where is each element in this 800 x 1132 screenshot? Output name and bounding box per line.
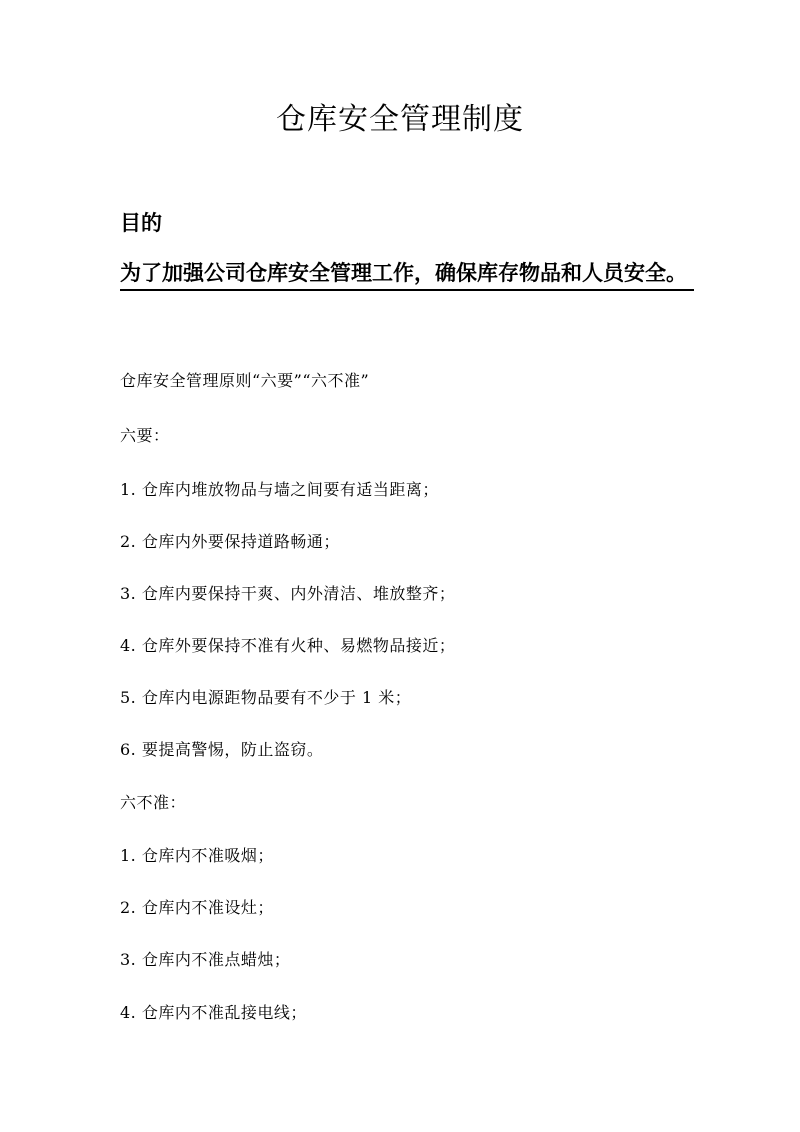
purpose-text: 为了加强公司仓库安全管理工作，确保库存物品和人员安全。	[120, 258, 694, 291]
six-musts-item: 3. 仓库内要保持干爽、内外清洁、堆放整齐；	[120, 584, 456, 603]
purpose-heading: 目的	[120, 211, 162, 235]
six-musts-heading: 六要：	[120, 426, 170, 445]
principle-intro: 仓库安全管理原则“六要”“六不准”	[120, 371, 370, 390]
six-musts-item: 2. 仓库内外要保持道路畅通；	[120, 532, 340, 551]
document-title: 仓库安全管理制度	[276, 102, 524, 137]
six-prohibitions-heading: 六不准：	[120, 793, 187, 812]
six-prohibitions-item: 3. 仓库内不准点蜡烛；	[120, 950, 291, 969]
six-musts-item: 6. 要提高警惕，防止盗窃。	[120, 740, 324, 759]
six-prohibitions-item: 1. 仓库内不准吸烟；	[120, 846, 274, 865]
six-prohibitions-item: 4. 仓库内不准乱接电线；	[120, 1003, 307, 1022]
six-musts-item: 1. 仓库内堆放物品与墙之间要有适当距离；	[120, 480, 439, 499]
six-prohibitions-item: 2. 仓库内不准设灶；	[120, 898, 274, 917]
six-musts-item: 4. 仓库外要保持不准有火种、易燃物品接近；	[120, 636, 456, 655]
six-musts-item: 5. 仓库内电源距物品要有不少于 1 米；	[120, 688, 412, 707]
